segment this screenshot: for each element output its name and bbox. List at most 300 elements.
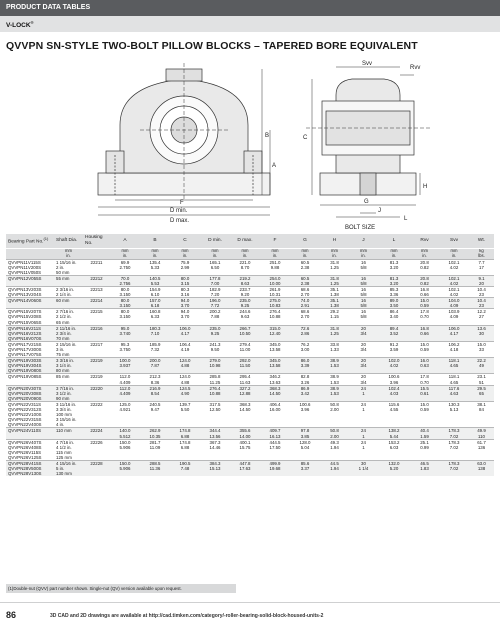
dimension-cell: 1.25 [320,331,349,336]
housing-number-cell: 22224 [83,428,110,434]
dimension-cell: 5/8 [349,303,378,309]
dimension-cell: 3.36 [389,292,399,298]
dimension-cell: 11.36 [140,466,170,471]
housing-number-cell: 22219 [83,358,110,364]
dimension-cell: 1.94 [320,466,349,471]
dimension-cell: 1.53 [320,391,349,396]
dimension-cell: 30 [469,331,494,336]
part-number-cell: QVVPN28V500S [6,466,54,471]
dimension-cell: 65 [469,391,494,396]
dimension-cell: 3.70 [180,314,190,320]
dimension-cell: 124.0 [170,374,200,380]
housing-number-cell [83,471,110,476]
dimension-cell: 63.0 [469,460,494,466]
part-number-cell: QVVPN28V130S [6,471,54,476]
dimension-cell: 85.6 [290,460,320,466]
dimension-cell: 16.8 [410,325,439,331]
dimension-cell [410,471,439,476]
dimension-cell: 46.5 [410,460,439,466]
dimension-cell: 276.4 [200,385,230,391]
dimension-cell: 16 [349,309,378,315]
dimension-cell: 16 [349,298,378,304]
dimension-cell: 13.58 [269,347,281,352]
dimension-cell: 5.906 [119,444,131,450]
dimension-cell: 1.15 [330,314,339,320]
pillow-block-drawing [0,55,500,235]
housing-number-cell: 22228 [83,460,110,466]
dimension-cell: 10.4 [469,298,494,304]
dimension-cell: 75.9 [170,259,200,265]
dimension-cell: 15.13 [200,466,230,471]
label-d-max: D max. [170,218,190,224]
dimension-cell: 3.20 [389,264,399,270]
dimension-cell: 80.3 [170,286,200,292]
dimension-cell: 11.50 [230,363,260,368]
dimension-cell: 140.0 [110,428,140,434]
unit-shaft: mm in. [54,248,83,259]
dimension-cell: 24 [349,439,378,445]
dimension-cell: 4.02 [449,292,459,298]
part-number-cell: QVVPN20V307S [6,385,54,391]
shaft-diameter-cell: 3 3/16 in. [54,358,83,364]
dimension-cell: 4.09 [449,314,459,320]
dimension-cell: 178.3 [439,428,469,434]
dimension-cell: 1 [362,444,365,450]
dimension-cell: 1.38 [330,292,339,298]
dimension-cell: 5/8 [360,314,367,320]
shaft-diameter-cell: 100 mm [56,412,72,418]
housing-number-cell: 22213 [83,286,110,292]
shaft-diameter-cell: 4 1/2 in. [56,444,72,450]
dimension-cell: 9.47 [150,407,160,413]
dimension-cell: 20 [349,358,378,364]
unit-part [6,248,54,259]
dimension-cell: 22.2 [469,358,494,364]
dimension-cell: 4.19 [180,347,190,352]
dimension-cell: 178.3 [439,439,469,445]
part-number-cell: QVVPN11V200S [8,264,42,270]
dimension-cell: 447.8 [230,460,260,466]
shaft-diameter-cell: 4 in. [56,422,65,428]
dimension-cell: 81.3 [378,259,410,265]
dimension-cell: 233.7 [230,286,260,292]
dimension-cell: 106.4 [170,341,200,347]
dimension-cell: 7.7 [469,259,494,265]
side-view [306,79,432,195]
dimension-cell: 35.1 [320,286,349,292]
housing-number-cell: 22222 [83,401,110,407]
dimension-cell: 0.70 [420,379,429,385]
col-header-l: L [378,234,410,248]
dimension-cell: 2.00 [330,407,339,413]
dimension-cell: 130.3 [439,401,469,407]
dimension-cell: 5.906 [110,466,140,471]
section-header [0,0,500,16]
dimension-cell: 9.63 [240,314,250,320]
dimension-cell: 17.8 [410,374,439,380]
dimension-cell: 355.6 [230,428,260,434]
part-number-cell: QVVPN26V407S [6,439,54,445]
dimension-cell: 11.09 [149,444,161,450]
dimension-cell: 6.33 [150,314,160,320]
dimension-cell: 368.3 [260,385,290,391]
part-number-cell: QVVPN24V110S [6,428,54,434]
dimension-cell: 2.38 [300,264,310,270]
dimension-cell: 14.46 [209,444,221,450]
dimension-cell: 196.0 [200,298,230,304]
shaft-diameter-cell: 2 7/16 in. [54,309,83,315]
dimension-cell: 4.88 [170,363,200,368]
dimension-cell: 406.4 [260,401,290,407]
dimension-cell: 11.00 [239,347,251,352]
unit-len: mm in. [170,248,200,259]
label-a: A [272,163,277,169]
dimension-cell: 288.5 [140,460,170,466]
shaft-diameter-cell: 2 3/4 in. [54,331,83,336]
dimension-cell: 31.8 [320,275,349,281]
dimension-cell: 8.63 [230,281,260,287]
housing-number-cell: 22211 [83,259,110,265]
dimension-cell: 7.02 [439,466,469,471]
part-number-cell: QVVPN20V308S [6,391,54,396]
dimension-cell: 0.66 [420,292,429,298]
dimension-cell: 31.8 [320,259,349,265]
dimension-cell: 2.750 [119,264,131,270]
dimension-cell: 1.53 [320,363,349,368]
dimension-cell: 10.88 [200,391,230,396]
dimension-cell: 106.2 [439,341,469,347]
front-view [98,63,270,200]
part-number-cell: QVVPN17V215S [6,341,54,347]
series-header [0,16,500,32]
dimension-cell: 12.40 [260,331,290,336]
col-header-g: G [290,234,320,248]
dimension-cell: 7.20 [210,292,220,298]
dimension-cell: 3.39 [290,363,320,368]
shaft-diameter-cell: 2 in. [56,264,65,270]
dimension-cell: 251.0 [260,259,290,265]
dimension-cell: 7.02 [439,434,469,440]
part-number-cell: QVVPN19V304S [6,363,54,368]
dimension-cell: 19.68 [260,466,290,471]
housing-number-cell: 22215 [83,309,110,315]
dimension-cell: 50.8 [320,428,349,434]
part-number-cell: QVVPN17V300S [8,347,42,352]
dimension-cell: 276.4 [260,309,290,315]
table-row [6,471,494,476]
dimension-cell: 2.99 [180,264,190,270]
dimension-cell: 20 [349,325,378,331]
dimension-cell: 40.4 [410,428,439,434]
dimension-cell: 29.5 [469,385,494,391]
dimension-cell: 23 [479,292,484,298]
dimension-cell: 3.26 [300,379,310,385]
dimension-cell: 80.0 [170,275,200,281]
dimension-cell: 103.9 [439,309,469,315]
dimension-cell: 0.66 [410,331,439,336]
part-number-cell: QVVPN13V204S [8,292,42,298]
dimension-cell: 3.937 [110,363,140,368]
dimension-cell: 138 [469,466,494,471]
shaft-diameter-cell: 4 7/16 in. [54,439,83,445]
dimension-cell [439,471,469,476]
dimension-cell: 72.6 [290,325,320,331]
part-number-cell: QVVPN16V070S [6,336,54,342]
part-number-cell: QVVPN22V100S [8,412,42,418]
dimension-cell: 80.0 [110,309,140,315]
dimension-cell: 157.0 [140,298,170,304]
dimension-cell: 138.2 [378,428,410,434]
dimension-cell: 15.0 [410,401,439,407]
col-header-dmin: D min. [200,234,230,248]
dimension-cell [469,471,494,476]
dimension-cell: 95.3 [110,341,140,347]
dimension-cell: 13.58 [260,363,290,368]
dimension-cell: 51 [479,379,484,385]
dimension-cell: 7.72 [200,303,230,309]
dimension-cell: 345.0 [260,341,290,347]
shaft-diameter-cell: 3 7/16 in. [54,385,83,391]
dimension-cell: 4.03 [378,391,410,396]
unit-len: mm in. [378,248,410,259]
unit-len: mm in. [140,248,170,259]
dimension-cell: 4.65 [439,363,469,368]
dimension-cell: 102.1 [439,259,469,265]
col-header-dmax: D max. [230,234,260,248]
dimension-cell: 132.0 [378,460,410,466]
part-number-cell: QVVPN22V311S [6,401,54,407]
dimension-cell: 86.0 [290,358,320,364]
dimension-cell: 12.88 [230,391,260,396]
dimension-cell: 16 [349,259,378,265]
dimension-cell: 2.86 [290,331,320,336]
dimension-cell: 3.50 [378,303,410,309]
dimension-cell: 177.8 [200,275,230,281]
dimension-cell: 85.3 [378,286,410,292]
dimension-cell: 89.0 [378,298,410,304]
housing-number-cell: 22212 [83,275,110,281]
dimension-cell: 60.5 [290,275,320,281]
dimension-cell: 0.59 [420,407,429,413]
dimension-cell: 9.20 [240,292,250,298]
section-title: PRODUCT DATA TABLES [6,4,91,11]
dimension-cell: 1.59 [410,434,439,440]
dimension-cell: 68.6 [290,309,320,315]
dimension-cell: 9.50 [210,347,220,352]
dimension-cell: 3.150 [110,303,140,309]
dimension-cell: 20.8 [410,275,439,281]
dimension-cell: 5.33 [150,264,160,270]
dimension-cell: 0.99 [420,444,429,450]
dimension-cell: 153.2 [378,439,410,445]
dimension-cell: 344.4 [200,428,230,434]
shaft-diameter-cell: 2 1/4 in. [56,292,72,298]
dimension-cell: 200.0 [140,358,170,364]
dimension-cell: 1 [349,434,378,440]
dimension-cell: 100.0 [110,358,140,364]
housing-number-cell: 22214 [83,298,110,304]
label-j: J [378,208,381,214]
dimension-cell: 190.5 [170,460,200,466]
dimension-cell: 95.0 [110,325,140,331]
dimension-cell: 2.38 [290,281,320,287]
dimension-cell: 295.4 [230,374,260,380]
dimension-cell: 135.4 [140,259,170,265]
col-header-rvv: Rvv [410,234,439,248]
dimension-cell: 100.6 [290,401,320,407]
col-header-f: F [260,234,290,248]
dimension-cell: 160.8 [140,309,170,315]
part-number-cell: QVVPN15V065S [8,319,42,325]
unit-housing [83,248,110,259]
dimension-cell: 6.10 [150,292,160,298]
table-body [6,259,494,476]
dimension-cell: 140.5 [140,275,170,281]
dimension-cell: 7.10 [140,331,170,336]
dimension-cell: 15.0 [410,298,439,304]
shaft-diameter-cell: 3 in. [56,347,65,352]
dimension-cell: 49.3 [320,439,349,445]
unit-len: mm in. [230,248,260,259]
dimension-cell: 24 [349,428,378,434]
dimension-cell: 124.5 [170,385,200,391]
dimension-cell: 8.54 [140,391,170,396]
dimension-cell: 3.40 [389,314,399,320]
unit-len: mm in. [410,248,439,259]
shaft-diameter-cell: 3 3/4 in. [56,407,72,413]
dimension-cell: 1.25 [320,281,349,287]
dimension-cell: 16 [349,286,378,292]
dimension-cell: 6.18 [140,303,170,309]
shaft-diameter-cell: 130 mm [54,471,83,476]
shaft-diameter-cell: 75 mm [56,352,70,358]
dimension-cell [200,471,230,476]
label-svv: Svv [362,61,373,67]
dimension-cell: 4.65 [449,379,459,385]
dimension-cell: 102.4 [378,385,410,391]
dimension-cell: 9.25 [200,331,230,336]
dimension-cell: 136 [477,444,486,450]
dimension-cell: 11.63 [239,379,251,385]
dimension-cell: 235.0 [200,325,230,331]
label-bolt-size: BOLT SIZE [345,225,376,231]
dimension-cell: 185.9 [140,341,170,347]
dimension-cell: 7.48 [170,466,200,471]
dimension-cell: 0.59 [420,347,429,352]
dimension-cell: 3.150 [119,314,131,320]
dimension-cell: 345.0 [260,358,290,364]
dimension-cell: 76.2 [290,341,320,347]
unit-len: mm in. [349,248,378,259]
dimension-cell: 6.88 [170,434,200,440]
part-number-cell: QVVPN28V415S [6,460,54,466]
dimension-cell: 212.3 [140,374,170,380]
dimension-cell: 27 [479,314,484,320]
dimension-cell: 38.9 [320,385,349,391]
side-bolt [360,173,376,195]
col-header-wt: Wt. [469,234,494,248]
dimension-cell: 368.3 [230,401,260,407]
dimension-cell: 5.512 [110,434,140,440]
dimension-cell [290,471,320,476]
col-header-b: B [140,234,170,248]
dimension-cell: 17.63 [230,466,260,471]
dimension-cell: 8.36 [150,379,160,385]
dimension-cell: 4.409 [110,391,140,396]
label-rvv: Rvv [410,65,421,71]
dimension-cell: 112.0 [110,385,140,391]
units-row [6,248,494,259]
page-title: QVVPN SN-STYLE TWO-BOLT PILLOW BLOCKS – TAPERED BORE EQUIVALENT [6,40,418,52]
label-g: G [364,199,369,205]
dimension-cell: 15.0 [469,341,494,347]
dimension-cell: 33.8 [320,341,349,347]
dimension-cell: 115.6 [378,401,410,407]
dimension-cell: 2.91 [290,303,320,309]
dimension-cell: 100.6 [378,374,410,380]
shaft-diameter-cell: 3 1/2 in. [54,391,83,396]
dimension-cell: 1.38 [320,303,349,309]
housing-number-cell: 22219 [83,374,110,380]
dimension-cell: 4.55 [389,407,399,413]
dimension-cell: 14.00 [230,434,260,440]
dimension-cell: 49.9 [469,428,494,434]
shaft-diameter-cell: 2 3/16 in. [54,286,83,292]
dimension-cell: 35.1 [320,298,349,304]
dimension-cell: 3.00 [300,347,310,352]
dimension-cell: 275.0 [260,298,290,304]
dimension-cell: 174.8 [170,428,200,434]
footnote: (1)Double-nut (QVV) part number shown. Single-nut (QV) version available upon request. [6,584,236,593]
dimension-cell: 216.9 [140,385,170,391]
dimension-cell: 315.0 [260,325,290,331]
unit-len: mm in. [439,248,469,259]
dimension-cell: 97.8 [290,428,320,434]
dimension-cell: 29.2 [320,309,349,315]
registered-mark: ® [30,20,34,25]
dimension-cell: 102.1 [439,275,469,281]
dimension-cell: 3.16 [180,292,190,298]
dimension-cell: 1 [349,391,378,396]
dimension-cell: 118.1 [439,358,469,364]
dimension-cell [349,471,378,476]
dimension-cell: 23.1 [469,374,494,380]
dimension-cell: 10.83 [260,303,290,309]
dimension-cell [378,471,410,476]
dimension-cell: 74.0 [290,298,320,304]
dimension-cell: 10.88 [269,314,281,320]
part-number-cell: QVVPN15V207S [6,309,54,315]
dimension-cell: 10.50 [230,331,260,336]
dimension-cell: 106.0 [439,325,469,331]
dimension-cell: 125.0 [110,401,140,407]
housing-number-cell: 22217 [83,341,110,347]
part-number-cell: QVVPN19V303S [6,358,54,364]
dimension-cell: 14.50 [239,407,251,413]
dimension-cell: 15.75 [239,444,251,450]
dimension-cell: 38.9 [320,358,349,364]
dimension-cell: 4.02 [378,363,410,368]
dimension-cell [170,471,200,476]
dimension-cell: 3.150 [119,292,131,298]
dimension-cell: 5/8 [360,292,367,298]
dimension-cell: 3.85 [290,434,320,440]
dimension-cell: 444.5 [260,439,290,445]
series-title: V-LOCK [6,22,31,30]
dimension-cell: 81.3 [378,275,410,281]
part-number-cell: QVVPN20V090S [6,396,54,402]
dimension-cell [140,471,170,476]
